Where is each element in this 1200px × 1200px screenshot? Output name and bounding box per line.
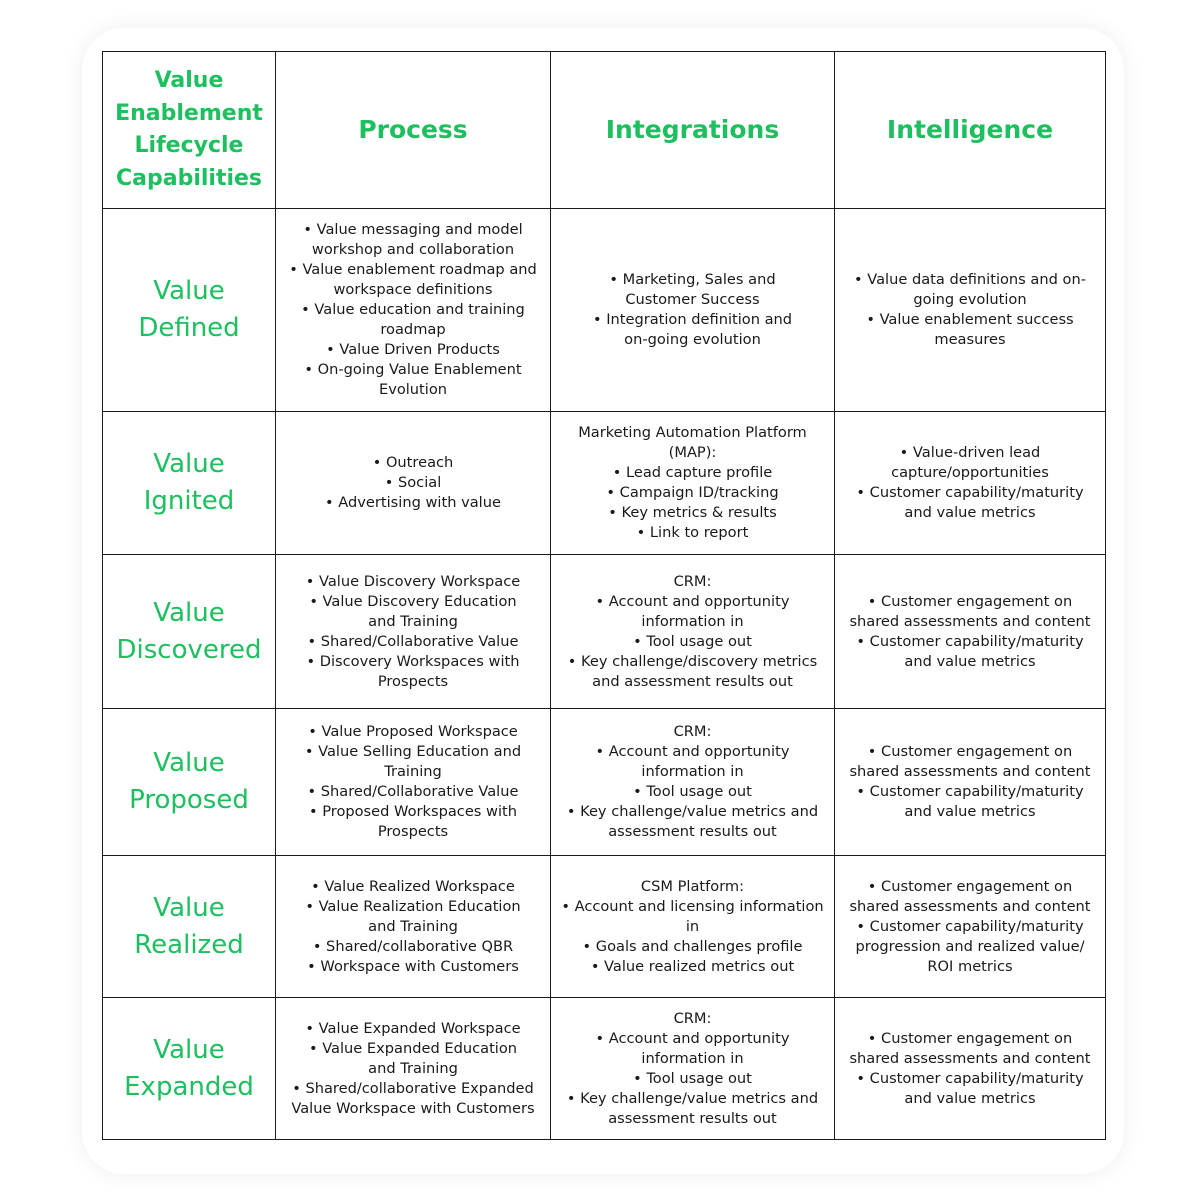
cell-line: • Social bbox=[384, 474, 442, 491]
cell-line: and value metrics bbox=[904, 1089, 1036, 1107]
capabilities-table bbox=[102, 51, 1106, 1140]
intelligence-cell bbox=[835, 998, 1106, 1140]
stage-label bbox=[103, 209, 276, 412]
cell-line: shared assessments and content bbox=[849, 897, 1091, 915]
intelligence-cell bbox=[835, 555, 1106, 709]
cell-line: shared assessments and content bbox=[849, 612, 1091, 630]
table-row bbox=[103, 709, 1106, 856]
cell-line: information in bbox=[641, 763, 744, 780]
cell-line: • Value-driven lead bbox=[899, 444, 1041, 461]
cell-line: • Shared/Collaborative Value bbox=[307, 783, 519, 800]
cell-line: • Value Expanded Workspace bbox=[305, 1019, 521, 1037]
cell-line: CRM: bbox=[673, 723, 712, 740]
cell-line: • Value messaging and model bbox=[303, 221, 523, 238]
cell-line: • Value Driven Products bbox=[326, 341, 500, 358]
cell-line: • Key metrics & results bbox=[608, 504, 777, 521]
cell-line: • Key challenge/value metrics and bbox=[566, 1089, 819, 1107]
cell-line: Expanded bbox=[124, 1071, 254, 1102]
cell-line: Prospects bbox=[377, 823, 449, 840]
cell-line: assessment results out bbox=[608, 823, 777, 840]
header-row bbox=[103, 52, 1106, 209]
cell-line: • Tool usage out bbox=[633, 1069, 752, 1087]
cell-line: information in bbox=[641, 612, 744, 630]
cell-line: and value metrics bbox=[904, 504, 1036, 521]
cell-line: • Value Expanded Education bbox=[308, 1039, 518, 1057]
process-cell bbox=[276, 856, 551, 998]
table-row bbox=[103, 209, 1106, 412]
cell-line: • Shared/collaborative QBR bbox=[312, 937, 514, 955]
stage-label bbox=[103, 998, 276, 1140]
cell-line: • Advertising with value bbox=[325, 494, 501, 511]
cell-line: Lifecycle bbox=[134, 133, 244, 158]
cell-line: Value bbox=[153, 449, 225, 479]
cell-line: measures bbox=[934, 331, 1006, 348]
cell-line: progression and realized value/ bbox=[855, 937, 1085, 955]
column-header: Intelligence bbox=[835, 52, 1106, 209]
integrations-cell bbox=[551, 856, 835, 998]
table-row bbox=[103, 856, 1106, 998]
cell-line: • Tool usage out bbox=[633, 783, 752, 800]
cell-line: • On-going Value Enablement bbox=[304, 361, 522, 378]
cell-line: Value bbox=[153, 276, 225, 306]
cell-line: • Value Discovery Education bbox=[309, 592, 517, 610]
integrations-cell bbox=[551, 209, 835, 412]
table-row bbox=[103, 998, 1106, 1140]
cell-line: • Customer capability/maturity bbox=[856, 484, 1084, 501]
cell-line: shared assessments and content bbox=[849, 763, 1091, 780]
cell-line: information in bbox=[641, 1049, 744, 1067]
cell-line: • Value realized metrics out bbox=[590, 957, 795, 975]
cell-line: CRM: bbox=[673, 572, 712, 590]
cell-line: and assessment results out bbox=[592, 672, 793, 690]
intelligence-cell bbox=[835, 856, 1106, 998]
cell-line: Value bbox=[153, 892, 225, 923]
cell-line: • Customer engagement on bbox=[867, 1029, 1073, 1047]
cell-line: • Marketing, Sales and bbox=[609, 271, 776, 288]
integrations-cell bbox=[551, 412, 835, 555]
stage-label bbox=[103, 709, 276, 856]
cell-line: • Account and opportunity bbox=[595, 1029, 790, 1047]
cell-line: capture/opportunities bbox=[891, 464, 1049, 481]
cell-line: • Value Discovery Workspace bbox=[305, 572, 521, 590]
cell-line: • Customer engagement on bbox=[867, 592, 1073, 610]
cell-line: • Value data definitions and on- bbox=[854, 271, 1086, 288]
intelligence-cell bbox=[835, 412, 1106, 555]
integrations-cell bbox=[551, 709, 835, 856]
cell-line: and Training bbox=[368, 612, 458, 630]
cell-line: • Value education and training bbox=[301, 301, 525, 318]
cell-line: roadmap bbox=[380, 321, 446, 338]
cell-line: Value Workspace with Customers bbox=[291, 1099, 535, 1117]
cell-line: and Training bbox=[368, 1059, 458, 1077]
cell-line: ROI metrics bbox=[927, 957, 1013, 975]
cell-line: • Account and opportunity bbox=[595, 592, 790, 610]
cell-line: • Customer capability/maturity bbox=[856, 1069, 1084, 1087]
cell-line: • Customer capability/maturity bbox=[856, 632, 1084, 650]
cell-line: • Lead capture profile bbox=[612, 464, 773, 481]
intelligence-cell bbox=[835, 209, 1106, 412]
cell-line: Prospects bbox=[377, 672, 449, 690]
cell-line: workspace definitions bbox=[333, 281, 493, 298]
cell-line: • Value Realization Education bbox=[305, 897, 521, 915]
process-cell bbox=[276, 209, 551, 412]
cell-line: workshop and collaboration bbox=[311, 241, 515, 258]
cell-line: • Proposed Workspaces with bbox=[308, 803, 518, 820]
stage-label bbox=[103, 412, 276, 555]
cell-line: • Value enablement roadmap and bbox=[289, 261, 537, 278]
cell-line: • Shared/collaborative Expanded bbox=[292, 1079, 534, 1097]
cell-line: • Value Selling Education and bbox=[304, 743, 522, 760]
cell-line: • Value Realized Workspace bbox=[311, 877, 515, 895]
cell-line: Capabilities bbox=[115, 165, 263, 191]
cell-line: Value bbox=[154, 68, 224, 93]
column-header: Process bbox=[276, 52, 551, 209]
cell-line: (MAP): bbox=[668, 444, 717, 461]
cell-line: • Account and licensing information bbox=[561, 897, 824, 915]
cell-line: • Link to report bbox=[636, 524, 749, 541]
column-header: Integrations bbox=[551, 52, 835, 209]
stage-label bbox=[103, 856, 276, 998]
intelligence-cell bbox=[835, 709, 1106, 856]
cell-line: • Tool usage out bbox=[633, 632, 752, 650]
corner-header bbox=[103, 52, 276, 209]
cell-line: Evolution bbox=[378, 381, 448, 398]
cell-line: Ignited bbox=[143, 486, 235, 516]
cell-line: assessment results out bbox=[608, 1109, 777, 1127]
cell-line: Value bbox=[153, 748, 225, 778]
table-row bbox=[103, 412, 1106, 555]
cell-line: and Training bbox=[368, 917, 458, 935]
cell-line: Training bbox=[384, 763, 442, 780]
cell-line: • Account and opportunity bbox=[595, 743, 790, 760]
cell-line: Value bbox=[153, 597, 225, 628]
cell-line: • Customer engagement on bbox=[867, 877, 1073, 895]
cell-line: and value metrics bbox=[904, 803, 1036, 820]
process-cell bbox=[276, 709, 551, 856]
process-cell bbox=[276, 555, 551, 709]
cell-line: • Outreach bbox=[372, 454, 454, 471]
cell-line: Proposed bbox=[129, 785, 249, 815]
cell-line: • Customer capability/maturity bbox=[856, 783, 1084, 800]
cell-line: in bbox=[685, 917, 700, 935]
cell-line: • Value Proposed Workspace bbox=[308, 723, 518, 740]
cell-line: Enablement bbox=[115, 100, 263, 126]
integrations-cell bbox=[551, 555, 835, 709]
cell-line: • Shared/Collaborative Value bbox=[307, 632, 519, 650]
process-cell bbox=[276, 998, 551, 1140]
cell-line: • Workspace with Customers bbox=[307, 957, 519, 975]
cell-line: • Customer engagement on bbox=[867, 743, 1073, 760]
cell-line: shared assessments and content bbox=[849, 1049, 1091, 1067]
cell-line: • Goals and challenges profile bbox=[582, 937, 803, 955]
cell-line: • Campaign ID/tracking bbox=[606, 484, 779, 501]
process-cell bbox=[276, 412, 551, 555]
cell-line: going evolution bbox=[913, 291, 1027, 308]
cell-line: • Customer capability/maturity bbox=[856, 917, 1084, 935]
cell-line: Customer Success bbox=[625, 291, 760, 308]
table-row bbox=[103, 555, 1106, 709]
cell-line: Realized bbox=[134, 929, 244, 960]
cell-line: • Value enablement success bbox=[866, 311, 1074, 328]
cell-line: Discovered bbox=[116, 634, 262, 665]
stage-label bbox=[103, 555, 276, 709]
cell-line: on-going evolution bbox=[624, 331, 761, 348]
cell-line: • Discovery Workspaces with bbox=[306, 652, 520, 670]
cell-line: CSM Platform: bbox=[640, 877, 745, 895]
cell-line: • Integration definition and bbox=[592, 311, 793, 328]
cell-line: • Key challenge/discovery metrics bbox=[567, 652, 818, 670]
cell-line: Value bbox=[153, 1034, 225, 1065]
cell-line: Defined bbox=[138, 313, 240, 343]
cell-line: CRM: bbox=[673, 1009, 712, 1027]
cell-line: • Key challenge/value metrics and bbox=[566, 803, 819, 820]
cell-line: Marketing Automation Platform bbox=[578, 424, 807, 441]
cell-line: and value metrics bbox=[904, 652, 1036, 670]
integrations-cell bbox=[551, 998, 835, 1140]
